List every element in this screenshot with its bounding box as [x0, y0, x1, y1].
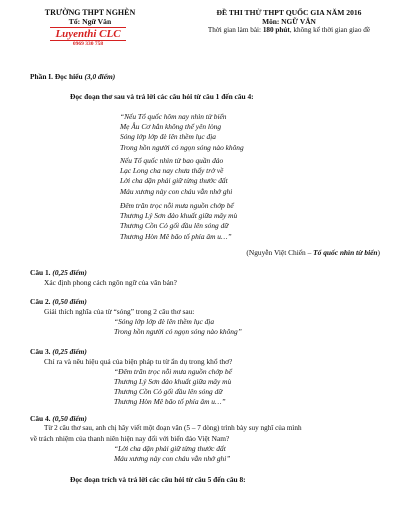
question-2-label: Câu 2.	[30, 297, 51, 306]
question-4-heading	[30, 414, 87, 423]
quote-line: Máu xương này con cháu vẫn nhớ ghi”	[114, 454, 231, 463]
quote-line: Trong hồn người có ngọn sóng nào không”	[114, 327, 242, 336]
question-4-quote	[114, 444, 230, 464]
logo-phone: 0969 330 758	[72, 41, 104, 47]
exam-subject: Môn: NGỮ VĂN	[262, 17, 316, 26]
question-2-score: (0,50 điểm)	[52, 297, 87, 306]
quote-line: Thương Lý Sơn đảo khuất giữa mây mù	[114, 377, 232, 386]
exam-title: ĐỀ THI THỬ THPT QUỐC GIA NĂM 2016	[216, 8, 362, 17]
citation-title: Tổ quốc nhìn từ biển	[313, 248, 378, 257]
poem-line: Trong hồn người có ngọn sóng nào không	[120, 142, 244, 152]
part1-score: (3,0 điểm)	[84, 72, 116, 81]
exam-time-value: 180 phút	[262, 26, 290, 34]
quote-line: Thương Hòn Mê bão tố phía âm u…”	[114, 397, 226, 406]
citation-author: (Nguyễn Việt Chiến –	[246, 248, 314, 257]
poem-line: Lời cha dặn phải giữ từng thước đất	[120, 176, 228, 186]
poem-line: Nếu Tổ quốc nhìn từ bao quần đảo	[120, 156, 224, 165]
exam-time	[196, 26, 382, 35]
poem-line: Thương Hòn Mê bão tố phía âm u…”	[120, 231, 232, 241]
question-3-label: Câu 3.	[30, 347, 51, 356]
part1-heading	[30, 72, 115, 81]
question-1-label: Câu 1.	[30, 268, 51, 277]
question-4-text-line1: Từ 2 câu thơ sau, anh chị hãy viết một đoạn văn (5 – 7 dòng) trình bày suy nghĩ của mình	[44, 424, 302, 432]
poem-line: Thương Cồn Cỏ gối đầu lên sóng dữ	[120, 221, 229, 231]
poem-citation	[246, 248, 380, 257]
quote-line: Thương Cồn Cỏ gối đầu lên sóng dữ	[114, 387, 223, 396]
poem-line: Thương Lý Sơn đảo khuất giữa mây mù	[120, 211, 238, 221]
question-4-score: (0,50 điểm)	[52, 414, 87, 423]
question-4-text-line2: về trách nhiệm của thanh niên hiện nay đối với biển đảo Việt Nam?	[30, 434, 230, 443]
poem-line: “Nếu Tổ quốc hôm nay nhìn từ biển	[120, 112, 227, 121]
part1-title: Phần I. Đọc hiểu	[30, 72, 83, 81]
poem-line: Mẹ Âu Cơ hẳn không thể yên lòng	[120, 122, 222, 132]
quote-line: “Sóng lớp lớp đè lên thềm lục địa	[114, 317, 215, 326]
poem-line: Sóng lớp lớp đè lên thềm lục địa	[120, 132, 216, 142]
question-4-label: Câu 4.	[30, 414, 51, 423]
exam-time-prefix: Thời gian làm bài:	[207, 26, 263, 34]
department-name: Tổ: Ngữ Văn	[68, 17, 112, 26]
poem-stanza-1	[120, 112, 244, 153]
poem-stanza-2	[120, 156, 232, 197]
question-1-text: Xác định phong cách ngôn ngữ của văn bản?	[44, 278, 177, 287]
part1-instruction: Đọc đoạn thơ sau và trả lời các câu hỏi từ câu 1 đến câu 4:	[70, 92, 254, 101]
question-3-text: Chỉ ra và nêu hiệu quả của biện pháp tu từ ẩn dụ trong khổ thơ?	[44, 357, 233, 366]
logo-title: Luyenthi CLC	[50, 27, 126, 41]
next-section-instruction: Đọc đoạn trích và trả lời các câu hỏi từ câu 5 đến câu 8:	[70, 475, 246, 484]
question-3-score: (0,25 điểm)	[52, 347, 87, 356]
quote-line: “Đêm trăn trọc nỗi mưa nguồn chớp bể	[114, 367, 232, 376]
school-name: TRƯỜNG THPT NGHÈN	[44, 8, 136, 17]
exam-time-suffix: , không kể thời gian giao đề	[289, 26, 371, 34]
poem-line: Đêm trăn trọc nỗi mưa nguồn chớp bể	[120, 201, 234, 210]
question-3-quote	[114, 367, 232, 407]
logo	[50, 27, 126, 55]
question-1-heading	[30, 268, 87, 277]
question-3-heading	[30, 347, 87, 356]
question-2-text: Giải thích nghĩa của từ “sóng” trong 2 câu thơ sau:	[44, 307, 195, 316]
question-2-quote	[114, 317, 242, 337]
citation-close: )	[377, 248, 380, 257]
poem-line: Máu xương này con cháu vẫn nhớ ghi	[120, 186, 233, 196]
question-2-heading	[30, 297, 87, 306]
poem-line: Lạc Long cha nay chưa thấy trở về	[120, 166, 224, 176]
quote-line: “Lời cha dặn phải giữ từng thước đất	[114, 444, 226, 453]
poem-stanza-3	[120, 201, 237, 242]
question-1-score: (0,25 điểm)	[52, 268, 87, 277]
